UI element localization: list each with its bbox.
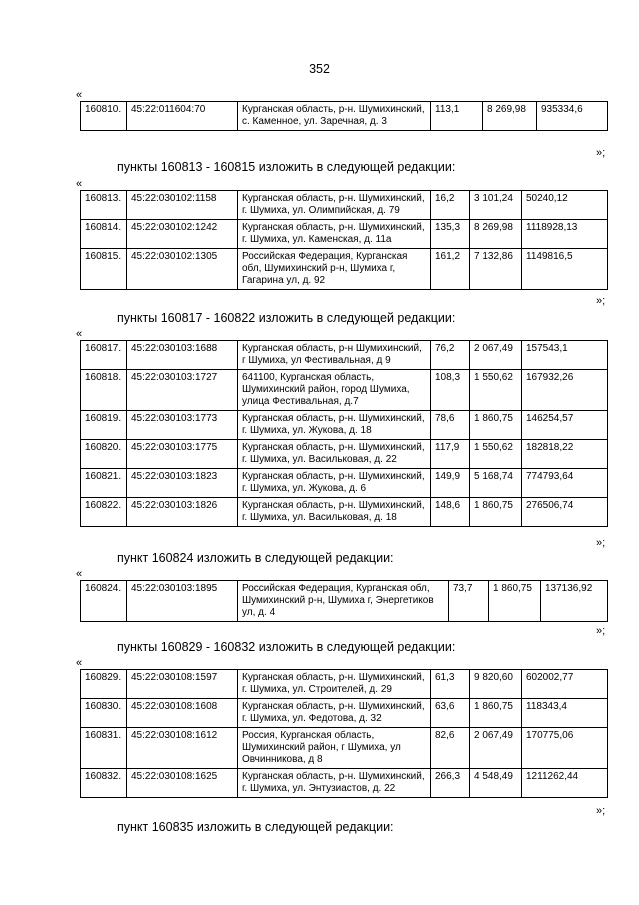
cell-area: 113,1 [431,102,483,131]
cell-row-number: 160824. [81,581,127,622]
cell-area: 82,6 [431,728,470,769]
cell-value: 146254,57 [522,411,608,440]
cell-rate: 1 550,62 [470,370,522,411]
cell-cadastral-number: 45:22:030103:1727 [127,370,238,411]
page-number: 352 [309,62,330,76]
cell-area: 63,6 [431,699,470,728]
cell-row-number: 160830. [81,699,127,728]
open-quote: « [76,328,83,340]
cell-area: 117,9 [431,440,470,469]
section-table-3 [80,580,608,622]
instruction-text: пункт 160824 изложить в следующей редакции: [117,551,394,565]
cell-area: 148,6 [431,498,470,527]
cell-area: 161,2 [431,249,470,290]
table-row [81,769,608,798]
close-quote: »; [596,147,606,159]
open-quote: « [76,657,83,669]
table-row [81,670,608,699]
cell-area: 76,2 [431,341,470,370]
close-quote: »; [596,625,606,637]
close-quote: »; [596,537,606,549]
cell-rate: 1 860,75 [470,498,522,527]
table-row [81,440,608,469]
cell-value: 157543,1 [522,341,608,370]
cell-area: 78,6 [431,411,470,440]
cell-address: Курганская область, р-н. Шумихинский, г. Шумиха, ул. Васильковая, д. 18 [238,498,431,527]
cell-address: Курганская область, р-н. Шумихинский, г. Шумиха, ул. Васильковая, д. 22 [238,440,431,469]
cell-cadastral-number: 45:22:030103:1688 [127,341,238,370]
open-quote: « [76,568,83,580]
cell-value: 602002,77 [522,670,608,699]
cell-address: Российская Федерация, Курганская обл, Шумихинский р-н, Шумиха г, Энергетиков ул, д. 4 [238,581,449,622]
cell-rate: 1 860,75 [489,581,541,622]
cell-row-number: 160815. [81,249,127,290]
cell-row-number: 160829. [81,670,127,699]
cell-rate: 8 269,98 [483,102,537,131]
cell-cadastral-number: 45:22:030108:1597 [127,670,238,699]
section-table-1 [80,190,608,290]
cell-value: 276506,74 [522,498,608,527]
cell-value: 118343,4 [522,699,608,728]
cell-cadastral-number: 45:22:030103:1895 [127,581,238,622]
cell-address: Курганская область, р-н. Шумихинский, г. Шумиха, ул. Олимпийская, д. 79 [238,191,431,220]
cell-row-number: 160810. [81,102,127,131]
cell-area: 149,9 [431,469,470,498]
section-table-4 [80,669,608,798]
cell-row-number: 160820. [81,440,127,469]
cell-address: Курганская область, р-н. Шумихинский, г. Шумиха, ул. Федотова, д. 32 [238,699,431,728]
cell-row-number: 160817. [81,341,127,370]
cell-cadastral-number: 45:22:030108:1608 [127,699,238,728]
cell-area: 61,3 [431,670,470,699]
cell-value: 1211262,44 [522,769,608,798]
table-row [81,220,608,249]
cell-value: 1149816,5 [522,249,608,290]
table-row [81,498,608,527]
open-quote: « [76,178,83,190]
table-row [81,699,608,728]
cell-address: Российская Федерация, Курганская обл, Шумихинский р-н, Шумиха г, Гагарина ул, д. 92 [238,249,431,290]
cell-value: 170775,06 [522,728,608,769]
section-table-0 [80,101,608,131]
cell-row-number: 160832. [81,769,127,798]
cell-cadastral-number: 45:22:011604:70 [127,102,238,131]
cell-address: Курганская область, р-н Шумихинский, г Шумиха, ул Фестивальная, д 9 [238,341,431,370]
cell-address: Курганская область, р-н. Шумихинский, г. Шумиха, ул. Жукова, д. 18 [238,411,431,440]
cell-rate: 9 820,60 [470,670,522,699]
cell-rate: 1 860,75 [470,699,522,728]
cell-value: 774793,64 [522,469,608,498]
cell-value: 182818,22 [522,440,608,469]
table-row [81,728,608,769]
instruction-text: пункты 160829 - 160832 изложить в следующей редакции: [117,640,456,654]
section-table-2 [80,340,608,527]
cell-cadastral-number: 45:22:030108:1625 [127,769,238,798]
cell-cadastral-number: 45:22:030103:1775 [127,440,238,469]
cell-address: Курганская область, р-н. Шумихинский, с. Каменное, ул. Заречная, д. 3 [238,102,431,131]
cell-rate: 3 101,24 [470,191,522,220]
close-quote: »; [596,295,606,307]
cell-area: 73,7 [449,581,489,622]
cell-address: 641100, Курганская область, Шумихинский район, город Шумиха, улица Фестивальная, д.7 [238,370,431,411]
cell-row-number: 160813. [81,191,127,220]
cell-row-number: 160822. [81,498,127,527]
table-row [81,249,608,290]
cell-area: 16,2 [431,191,470,220]
cell-cadastral-number: 45:22:030108:1612 [127,728,238,769]
cell-row-number: 160821. [81,469,127,498]
cell-rate: 5 168,74 [470,469,522,498]
cell-cadastral-number: 45:22:030103:1773 [127,411,238,440]
cell-value: 1118928,13 [522,220,608,249]
cell-row-number: 160831. [81,728,127,769]
cell-cadastral-number: 45:22:030102:1242 [127,220,238,249]
table-row [81,411,608,440]
cell-address: Россия, Курганская область, Шумихинский район, г Шумиха, ул Овчинникова, д 8 [238,728,431,769]
table-row [81,102,608,131]
cell-address: Курганская область, р-н. Шумихинский, г. Шумиха, ул. Строителей, д. 29 [238,670,431,699]
cell-address: Курганская область, р-н. Шумихинский, г. Шумиха, ул. Энтузиастов, д. 22 [238,769,431,798]
cell-rate: 8 269,98 [470,220,522,249]
instruction-text: пункты 160813 - 160815 изложить в следующей редакции: [117,160,456,174]
cell-address: Курганская область, р-н. Шумихинский, г. Шумиха, ул. Жукова, д. 6 [238,469,431,498]
cell-area: 266,3 [431,769,470,798]
cell-cadastral-number: 45:22:030102:1158 [127,191,238,220]
close-quote: »; [596,805,606,817]
cell-row-number: 160819. [81,411,127,440]
cell-row-number: 160818. [81,370,127,411]
cell-area: 108,3 [431,370,470,411]
cell-rate: 4 548,49 [470,769,522,798]
cell-value: 50240,12 [522,191,608,220]
cell-cadastral-number: 45:22:030102:1305 [127,249,238,290]
table-row [81,191,608,220]
cell-rate: 7 132,86 [470,249,522,290]
cell-value: 137136,92 [541,581,608,622]
cell-value: 935334,6 [537,102,608,131]
cell-rate: 2 067,49 [470,728,522,769]
open-quote: « [76,89,83,101]
table-row [81,581,608,622]
table-row [81,370,608,411]
cell-cadastral-number: 45:22:030103:1823 [127,469,238,498]
cell-rate: 2 067,49 [470,341,522,370]
cell-row-number: 160814. [81,220,127,249]
table-row [81,469,608,498]
cell-rate: 1 550,62 [470,440,522,469]
cell-area: 135,3 [431,220,470,249]
cell-rate: 1 860,75 [470,411,522,440]
instruction-text: пункты 160817 - 160822 изложить в следующей редакции: [117,311,456,325]
table-row [81,341,608,370]
cell-address: Курганская область, р-н. Шумихинский, г. Шумиха, ул. Каменская, д. 11а [238,220,431,249]
instruction-text: пункт 160835 изложить в следующей редакции: [117,820,394,834]
cell-value: 167932,26 [522,370,608,411]
cell-cadastral-number: 45:22:030103:1826 [127,498,238,527]
